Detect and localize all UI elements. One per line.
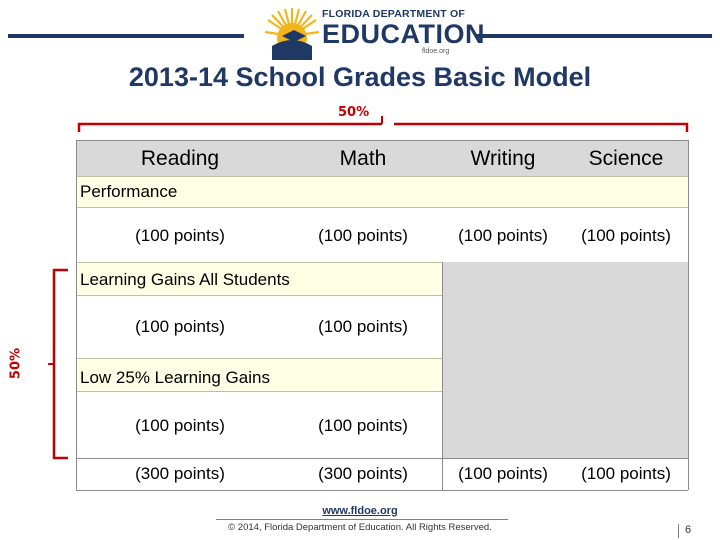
total-reading: (300 points) xyxy=(76,458,284,490)
total-science: (100 points) xyxy=(564,458,688,490)
row-label-performance: Performance xyxy=(76,176,688,208)
footer-divider xyxy=(216,519,508,520)
header-bar-right xyxy=(476,34,712,38)
footer-website-link[interactable]: www.fldoe.org xyxy=(322,505,398,517)
low25-reading: (100 points) xyxy=(76,392,284,458)
grid-line xyxy=(76,140,688,141)
header-science: Science xyxy=(588,147,664,170)
top-bracket xyxy=(76,112,696,136)
header-reading: Reading xyxy=(140,147,220,170)
logo-text-main: EDUCATION xyxy=(322,19,485,49)
footer-copyright: © 2014, Florida Department of Education. All Rights Reserved. xyxy=(228,522,492,533)
top-bracket-label: 50% xyxy=(338,105,370,120)
perf-science: (100 points) xyxy=(564,208,688,262)
sunburst-icon xyxy=(264,6,320,60)
page-number: 6 xyxy=(678,524,691,538)
left-bracket xyxy=(40,264,70,464)
low25-math: (100 points) xyxy=(284,392,442,458)
header-writing: Writing xyxy=(470,147,536,170)
fldoe-logo xyxy=(264,6,485,60)
gains-math: (100 points) xyxy=(284,296,442,358)
header-math: Math xyxy=(339,147,387,170)
logo-text-top: FLORIDA DEPARTMENT OF xyxy=(322,8,466,20)
grid-line xyxy=(76,490,688,491)
perf-math: (100 points) xyxy=(284,208,442,262)
perf-reading: (100 points) xyxy=(76,208,284,262)
grid-line xyxy=(76,140,77,490)
not-applicable-block xyxy=(442,262,688,458)
grid-line xyxy=(76,458,688,459)
gains-reading: (100 points) xyxy=(76,296,284,358)
row-label-learning-gains: Learning Gains All Students xyxy=(76,262,442,296)
perf-writing: (100 points) xyxy=(442,208,564,262)
left-bracket-label: 50% xyxy=(8,347,24,380)
row-label-low-25: Low 25% Learning Gains xyxy=(76,358,442,392)
page-title: 2013-14 School Grades Basic Model xyxy=(128,62,592,92)
total-writing: (100 points) xyxy=(442,458,564,490)
logo-url: fldoe.org xyxy=(422,48,450,55)
grid-line xyxy=(688,140,689,490)
total-math: (300 points) xyxy=(284,458,442,490)
header-bar-left xyxy=(8,34,244,38)
grid-line xyxy=(442,262,443,490)
